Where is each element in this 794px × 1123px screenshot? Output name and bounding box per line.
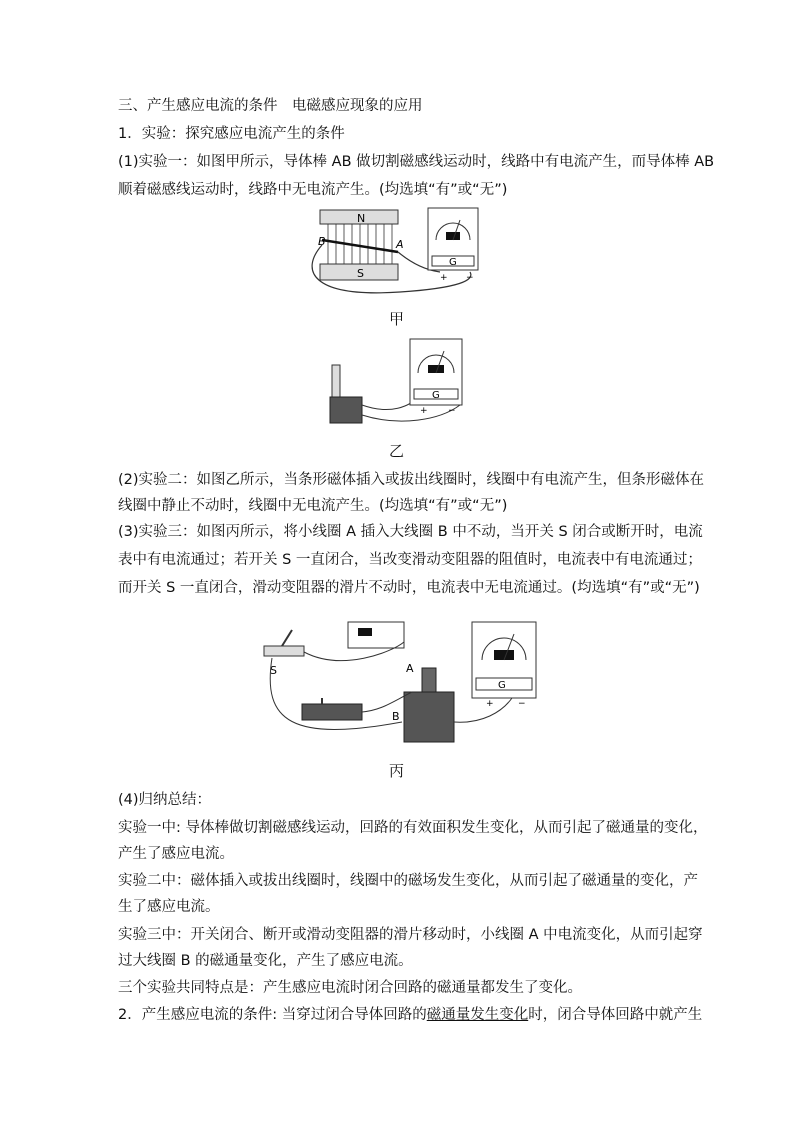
galvanometer-g-label: G	[498, 680, 506, 691]
condition-underlined: 磁通量发生变化	[426, 1007, 529, 1023]
figure-bing-caption: 丙	[389, 762, 405, 780]
para-2-line-2: 线圈中静止不动时，线圈中无电流产生。(均选填“有”或“无”)	[118, 498, 508, 514]
terminal-minus: −	[466, 273, 474, 283]
para-1-line-1: (1)实验一：如图甲所示，导体棒 AB 做切割磁感线运动时，线路中有电流产生，而导体棒 AB	[118, 154, 715, 170]
figure-jia-caption: 甲	[389, 310, 405, 328]
para-3-line-3: 而开关 S 一直闭合，滑动变阻器的滑片不动时，电流表中无电流通过。(均选填“有”或“无”)	[118, 580, 700, 596]
summary-2-line-2: 生了感应电流。	[118, 899, 220, 915]
experiment-title: 1．实验：探究感应电流产生的条件	[118, 126, 345, 142]
magnet-s-label: S	[357, 267, 364, 280]
coil-b-label: B	[392, 710, 400, 723]
terminal-plus: +	[486, 699, 494, 709]
rod-end-b-label: B	[318, 235, 326, 248]
switch-s-label: S	[270, 664, 277, 677]
summary-1-line-1: 实验一中: 导体棒做切割磁感线运动，回路的有效面积发生变化，从而引起了磁通量的变化，	[118, 820, 708, 836]
terminal-minus: −	[518, 699, 526, 709]
terminal-plus: +	[440, 273, 448, 283]
rod-end-a-label: A	[396, 238, 404, 251]
para-1-line-2: 顺着磁感线运动时，线路中无电流产生。(均选填“有”或“无”)	[118, 182, 508, 198]
coil-a-label: A	[406, 662, 414, 675]
common-feature: 三个实验共同特点是：产生感应电流时闭合回路的磁通量都发生了变化。	[118, 980, 582, 996]
summary-2-line-1: 实验二中：磁体插入或拔出线圈时，线圈中的磁场发生变化，从而引起了磁通量的变化，产	[118, 873, 698, 889]
figure-jia	[300, 200, 500, 300]
terminal-plus: +	[420, 406, 428, 416]
summary-heading: (4)归纳总结：	[118, 792, 212, 808]
magnet-n-label: N	[357, 212, 366, 225]
para-3-line-2: 表中有电流通过；若开关 S 一直闭合，当改变滑动变阻器的阻值时，电流表中有电流通过；	[118, 552, 702, 568]
para-2-line-1: (2)实验二：如图乙所示，当条形磁体插入或拔出线圈时，线圈中有电流产生，但条形磁体在	[118, 472, 705, 488]
condition-suffix: 时，闭合导体回路中就产生	[528, 1007, 703, 1023]
condition-line	[118, 1005, 702, 1025]
summary-3-line-2: 过大线圈 B 的磁通量变化，产生了感应电流。	[118, 953, 413, 969]
figure-yi	[320, 335, 480, 435]
para-3-line-1: (3)实验三：如图丙所示，将小线圈 A 插入大线圈 B 中不动，当开关 S 闭合或断开时，电流	[118, 524, 703, 540]
condition-prefix: 2．产生感应电流的条件: 当穿过闭合导体回路的	[118, 1007, 427, 1023]
galvanometer-g-label: G	[432, 390, 440, 401]
figure-yi-caption: 乙	[389, 442, 405, 460]
summary-1-line-2: 产生了感应电流。	[118, 846, 234, 862]
section-heading: 三、产生感应电流的条件 电磁感应现象的应用	[118, 98, 423, 114]
galvanometer-g-label: G	[449, 257, 457, 268]
figure-bing	[262, 612, 542, 752]
terminal-minus: −	[448, 406, 456, 416]
summary-3-line-1: 实验三中：开关闭合、断开或滑动变阻器的滑片移动时，小线圈 A 中电流变化，从而引起穿	[118, 927, 703, 943]
